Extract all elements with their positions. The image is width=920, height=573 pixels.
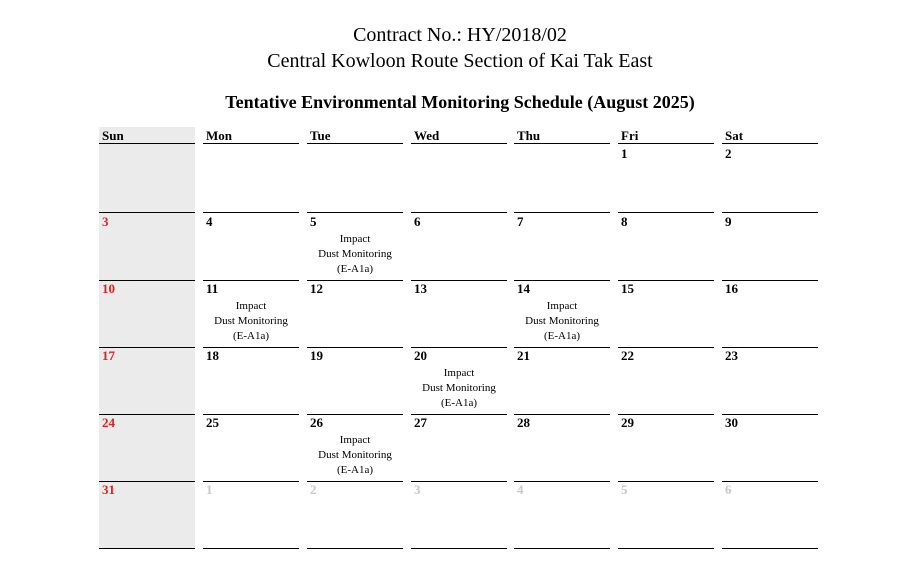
day-number: 5 [310,214,317,229]
weekday-header-fri: Fri [621,128,639,143]
weekday-header-sun: Sun [102,128,124,143]
contract-number: Contract No.: HY/2018/02 [353,24,567,46]
calendar-day-cell [99,347,195,415]
day-number: 25 [206,415,219,430]
day-number: 5 [621,482,628,497]
event-line: Dust Monitoring [422,382,496,394]
day-number: 3 [102,214,109,229]
calendar-day-cell [514,347,610,415]
day-number: 3 [414,482,421,497]
day-number: 19 [310,348,323,363]
calendar-day-cell [203,213,299,281]
header-divider [411,143,507,144]
day-number: 1 [206,482,213,497]
calendar-day-cell [618,481,714,549]
calendar-day-cell [203,347,299,415]
day-number: 15 [621,281,634,296]
calendar-day-cell [99,280,195,348]
day-number: 29 [621,415,634,430]
monitoring-event [514,299,610,344]
calendar-day-cell [618,213,714,281]
calendar-day-cell [307,213,403,281]
day-number: 17 [102,348,115,363]
event-line: (E-A1a) [336,464,374,476]
monitoring-event [307,433,403,478]
day-number: 28 [517,415,530,430]
event-line: (E-A1a) [336,263,374,275]
event-line: Impact [339,233,371,245]
day-number: 6 [725,482,732,497]
day-number: 2 [725,146,732,161]
day-number: 7 [517,214,524,229]
calendar-day-cell [307,280,403,348]
calendar-day-cell [203,414,299,482]
calendar-day-cell [618,347,714,415]
event-line: (E-A1a) [543,330,581,342]
header-divider [307,143,403,144]
event-line: Impact [443,367,475,379]
weekday-header-thu: Thu [517,128,541,143]
calendar-day-cell [99,481,195,549]
monitoring-event [411,366,507,411]
calendar-day-cell [514,213,610,281]
calendar-day-cell [411,347,507,415]
calendar-day-cell [99,213,195,281]
header-divider [722,143,818,144]
weekday-header-sat: Sat [725,128,744,143]
day-number: 12 [310,281,323,296]
day-number: 27 [414,415,427,430]
calendar-day-cell [722,145,818,213]
event-line: Impact [235,300,267,312]
day-number: 10 [102,281,115,296]
calendar-day-cell [203,481,299,549]
day-number: 13 [414,281,427,296]
calendar-day-cell [203,145,299,213]
day-number: 30 [725,415,738,430]
day-number: 9 [725,214,732,229]
calendar-day-cell [307,145,403,213]
calendar-day-cell [514,481,610,549]
calendar-day-cell [722,414,818,482]
event-line: Dust Monitoring [318,449,392,461]
event-line: Impact [339,434,371,446]
calendar-day-cell [411,280,507,348]
day-number: 20 [414,348,427,363]
day-number: 8 [621,214,628,229]
day-number: 22 [621,348,634,363]
calendar-day-cell [722,481,818,549]
day-number: 1 [621,146,628,161]
day-number: 6 [414,214,421,229]
header-divider [514,143,610,144]
calendar-day-cell [514,414,610,482]
day-number: 26 [310,415,323,430]
calendar-day-cell [99,414,195,482]
day-number: 18 [206,348,219,363]
day-number: 14 [517,281,530,296]
day-number: 16 [725,281,738,296]
calendar-day-cell [307,414,403,482]
event-line: Dust Monitoring [318,248,392,260]
calendar-day-cell [618,414,714,482]
monitoring-event [203,299,299,344]
calendar-day-cell [99,145,195,213]
day-number: 24 [102,415,115,430]
day-number: 4 [206,214,213,229]
day-number: 23 [725,348,738,363]
monitoring-event [307,232,403,277]
calendar-day-cell [307,481,403,549]
schedule-title: Tentative Environmental Monitoring Schedule (August 2025) [225,92,695,112]
header-divider [618,143,714,144]
day-number: 21 [517,348,530,363]
event-line: (E-A1a) [232,330,270,342]
calendar-day-cell [411,145,507,213]
header-divider [99,143,195,144]
calendar-day-cell [411,213,507,281]
event-line: Dust Monitoring [525,315,599,327]
calendar-day-cell [722,213,818,281]
calendar-day-cell [618,145,714,213]
header-divider [203,143,299,144]
calendar-day-cell [411,481,507,549]
calendar-day-cell [618,280,714,348]
event-line: (E-A1a) [440,397,478,409]
calendar-day-cell [722,280,818,348]
weekday-header-tue: Tue [310,128,331,143]
day-number: 4 [517,482,524,497]
project-name: Central Kowloon Route Section of Kai Tak East [267,50,653,72]
weekday-header-mon: Mon [206,128,232,143]
day-number: 2 [310,482,317,497]
calendar-day-cell [722,347,818,415]
calendar-day-cell [411,414,507,482]
day-number: 11 [206,281,219,296]
event-line: Impact [546,300,578,312]
event-line: Dust Monitoring [214,315,288,327]
calendar-day-cell [514,280,610,348]
calendar-day-cell [203,280,299,348]
weekday-header-wed: Wed [414,128,440,143]
calendar-day-cell [307,347,403,415]
day-number: 31 [102,482,115,497]
calendar-day-cell [514,145,610,213]
